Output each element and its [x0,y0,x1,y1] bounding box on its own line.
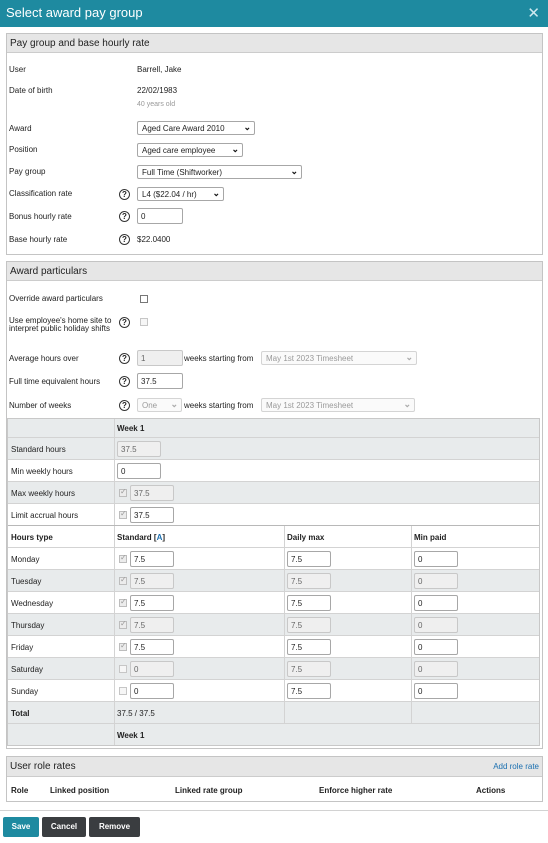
help-icon[interactable]: ? [119,376,130,387]
min-paid-header: Min paid [414,533,447,542]
day-daily-max-input[interactable]: 7.5 [287,573,331,589]
chevron-down-icon: ⌄ [243,122,251,132]
pay-group-header [7,34,542,53]
standard-header [117,533,165,542]
chevron-down-icon: ⌄ [212,188,220,198]
day-name: Tuesday [11,577,42,586]
standard-hours-label: Standard hours [11,445,66,454]
max-weekly-label: Max weekly hours [11,489,76,498]
home-site-checkbox[interactable] [140,318,148,326]
day-standard-checkbox[interactable] [119,643,127,651]
standard-hours-input[interactable]: 37.5 [117,441,161,457]
col-role: Role [11,786,29,795]
dob-label: Date of birth [9,86,53,95]
day-standard-input[interactable]: 0 [130,683,174,699]
max-weekly-row [8,481,539,503]
chevron-down-icon: ⌄ [231,144,239,154]
award-select[interactable] [137,121,255,135]
day-name: Thursday [11,621,45,630]
week-header-row [8,419,539,437]
min-weekly-row [8,459,539,481]
week-grid [7,418,540,746]
position-label: Position [9,145,38,154]
footer-divider [0,810,548,811]
override-label: Override award particulars [9,294,103,303]
classification-select-value: L4 ($22.04 / hr) [142,190,197,199]
day-standard-input[interactable]: 7.5 [130,595,174,611]
day-row-monday [8,547,539,569]
day-daily-max-input[interactable]: 7.5 [287,639,331,655]
day-daily-max-input[interactable]: 7.5 [287,551,331,567]
cancel-button[interactable]: Cancel [42,817,86,837]
week-footer: Week 1 [117,731,145,740]
fte-label: Full time equivalent hours [9,377,101,386]
day-row-friday [8,635,539,657]
day-daily-max-input[interactable]: 7.5 [287,661,331,677]
day-name: Sunday [11,687,39,696]
num-weeks-select-value: One [142,401,158,410]
min-weekly-label: Min weekly hours [11,467,73,476]
user-role-rates-title: User role rates [10,761,76,772]
day-standard-checkbox[interactable] [119,577,127,585]
num-weeks-start-select-value: May 1st 2023 Timesheet [266,401,354,410]
help-icon[interactable]: ? [119,189,130,200]
day-standard-input[interactable]: 7.5 [130,551,174,567]
chevron-down-icon: ⌄ [290,166,298,176]
day-standard-checkbox[interactable] [119,555,127,563]
base-rate-value: $22.0400 [137,235,171,244]
day-min-paid-input[interactable]: 0 [414,617,458,633]
age-text: 40 years old [137,101,176,108]
day-row-saturday [8,657,539,679]
day-row-tuesday [8,569,539,591]
award-particulars-header [7,262,542,281]
chevron-down-icon: ⌄ [170,399,178,409]
user-label: User [9,65,26,74]
col-actions: Actions [476,786,506,795]
day-name: Wednesday [11,599,54,608]
day-row-sunday [8,679,539,701]
day-min-paid-input[interactable]: 0 [414,551,458,567]
weeks-starting-label: weeks starting from [184,401,254,410]
day-row-thursday [8,613,539,635]
day-standard-input[interactable]: 7.5 [130,639,174,655]
pay-group-panel [6,33,543,255]
day-min-paid-input[interactable]: 0 [414,595,458,611]
day-min-paid-input[interactable]: 0 [414,573,458,589]
col-linked-position: Linked position [50,786,110,795]
limit-accrual-row [8,503,539,525]
week-header: Week 1 [117,424,145,433]
help-icon[interactable]: ? [119,353,130,364]
hours-type-header: Hours type [11,533,53,542]
fte-input[interactable]: 37.5 [137,373,183,389]
weeks-starting-label: weeks starting from [184,354,254,363]
standard-header-end: ] [162,533,166,542]
limit-accrual-label: Limit accrual hours [11,511,79,520]
bonus-label: Bonus hourly rate [9,212,72,221]
position-select[interactable] [137,143,243,157]
day-min-paid-input[interactable]: 0 [414,639,458,655]
num-weeks-start-select[interactable] [261,398,415,412]
min-weekly-input[interactable]: 0 [117,463,161,479]
day-name: Saturday [11,665,44,674]
save-button[interactable]: Save [3,817,39,837]
standard-header-text: Standard [ [117,533,157,542]
add-role-rate-link[interactable]: Add role rate [493,762,539,771]
avg-start-select[interactable] [261,351,417,365]
day-standard-checkbox[interactable] [119,665,127,673]
num-weeks-select[interactable] [137,398,182,412]
day-name: Friday [11,643,34,652]
num-weeks-label: Number of weeks [9,401,72,410]
day-standard-checkbox[interactable] [119,621,127,629]
user-role-rates-panel [6,756,543,802]
day-daily-max-input[interactable]: 7.5 [287,617,331,633]
close-icon[interactable]: ✕ [527,5,540,22]
remove-button[interactable]: Remove [89,817,140,837]
override-checkbox[interactable] [140,295,148,303]
home-site-label: Use employee's home site to interpret public holiday shifts [9,316,112,333]
day-min-paid-input[interactable]: 0 [414,683,458,699]
day-name: Monday [11,555,40,564]
dialog-title: Select award pay group [6,5,143,20]
classification-select[interactable] [137,187,224,201]
day-daily-max-input[interactable]: 7.5 [287,683,331,699]
classification-label: Classification rate [9,189,73,198]
position-select-value: Aged care employee [142,146,216,155]
limit-accrual-input[interactable]: 37.5 [130,507,174,523]
max-weekly-checkbox[interactable] [119,489,127,497]
day-standard-input[interactable]: 7.5 [130,617,174,633]
pay-group-label: Pay group [9,167,46,176]
pay-group-title: Pay group and base hourly rate [10,38,150,49]
day-standard-input[interactable]: 0 [130,661,174,677]
day-daily-max-input[interactable]: 7.5 [287,595,331,611]
standard-a-link[interactable]: A [156,533,163,542]
award-label: Award [9,124,32,133]
max-weekly-input[interactable]: 37.5 [130,485,174,501]
chevron-down-icon: ⌄ [405,352,413,362]
total-label: Total [11,709,30,718]
help-icon[interactable]: ? [119,234,130,245]
pay-group-select[interactable] [137,165,302,179]
total-row [8,701,539,723]
user-value: Barrell, Jake [137,65,182,74]
base-rate-label: Base hourly rate [9,235,68,244]
dob-value: 22/02/1983 [137,86,178,95]
dialog-titlebar [0,0,548,27]
day-standard-input[interactable]: 7.5 [130,573,174,589]
day-min-paid-input[interactable]: 0 [414,661,458,677]
day-standard-checkbox[interactable] [119,687,127,695]
help-icon[interactable]: ? [119,317,130,328]
standard-hours-row [8,437,539,459]
avg-hours-label: Average hours over [9,354,79,363]
help-icon[interactable]: ? [119,211,130,222]
limit-accrual-checkbox[interactable] [119,511,127,519]
chevron-down-icon: ⌄ [403,399,411,409]
help-icon[interactable]: ? [119,400,130,411]
total-value: 37.5 / 37.5 [117,709,155,718]
day-row-wednesday [8,591,539,613]
user-role-rates-header [7,757,542,777]
avg-start-select-value: May 1st 2023 Timesheet [266,354,354,363]
pay-group-select-value: Full Time (Shiftworker) [142,168,223,177]
col-enforce-higher-rate: Enforce higher rate [319,786,393,795]
col-linked-rate-group: Linked rate group [175,786,243,795]
daily-max-header: Daily max [287,533,325,542]
avg-hours-input[interactable]: 1 [137,350,183,366]
award-select-value: Aged Care Award 2010 [142,124,225,133]
day-standard-checkbox[interactable] [119,599,127,607]
award-particulars-title: Award particulars [10,266,88,277]
hours-type-header-row [8,525,539,547]
week-footer-row [8,723,539,745]
bonus-input[interactable]: 0 [137,208,183,224]
